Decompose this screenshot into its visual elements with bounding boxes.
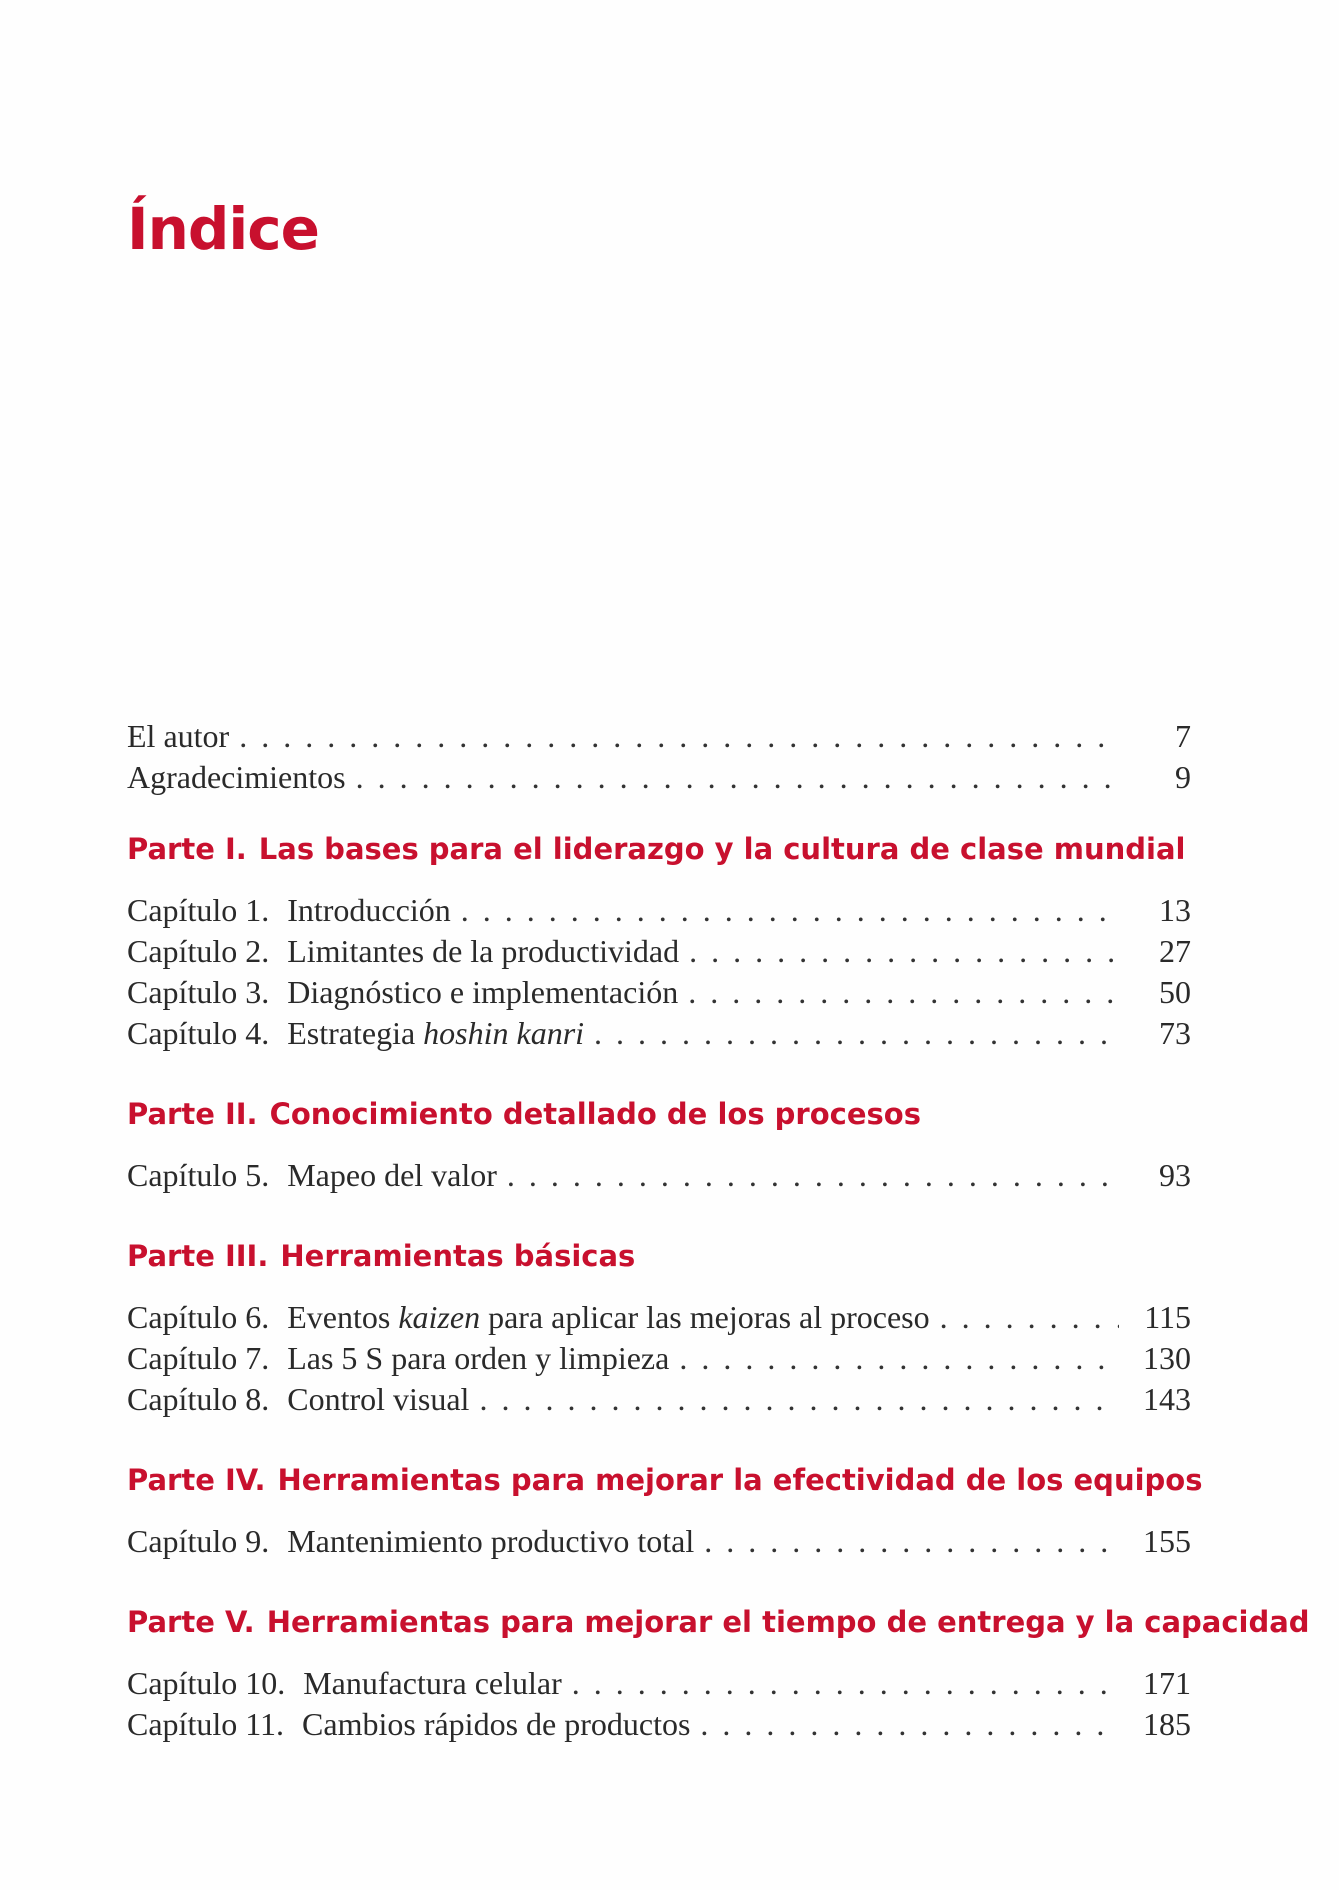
chapter-title: Mantenimiento productivo total xyxy=(287,1523,695,1559)
part-title: Herramientas básicas xyxy=(280,1239,636,1273)
part-number: Parte IV. xyxy=(127,1463,266,1497)
part-heading-2[interactable] xyxy=(127,1094,1191,1135)
dot-leader xyxy=(700,1704,1119,1745)
chapter-number: Capítulo 5. xyxy=(127,1157,270,1193)
toc-entry-chapter-2[interactable] xyxy=(127,931,1191,972)
part-heading-1[interactable] xyxy=(127,829,1191,870)
toc-page-number: 171 xyxy=(1143,1665,1191,1701)
part-title: Herramientas para mejorar la efectividad de los equipos xyxy=(277,1463,1203,1497)
chapter-number: Capítulo 6. xyxy=(127,1299,270,1335)
chapter-number: Capítulo 8. xyxy=(127,1381,270,1417)
toc-page-number: 155 xyxy=(1143,1523,1191,1559)
dot-leader xyxy=(356,757,1119,798)
toc-page-number: 13 xyxy=(1159,892,1191,928)
chapter-title: Diagnóstico e implementación xyxy=(287,974,679,1010)
toc-entry-chapter-10[interactable] xyxy=(127,1663,1191,1704)
toc-page-number: 9 xyxy=(1175,759,1191,795)
dot-leader xyxy=(572,1663,1119,1704)
part-heading-4[interactable] xyxy=(127,1460,1203,1501)
toc-entry-chapter-7[interactable] xyxy=(127,1338,1191,1379)
toc-page-number: 7 xyxy=(1175,718,1191,754)
toc-entry-acknowledgements[interactable] xyxy=(127,757,1191,798)
toc-page-number: 130 xyxy=(1143,1340,1191,1376)
part-number: Parte III. xyxy=(127,1239,269,1273)
toc-page-number: 115 xyxy=(1144,1299,1191,1335)
page-title: Índice xyxy=(127,195,319,263)
chapter-title: Cambios rápidos de productos xyxy=(302,1706,691,1742)
toc-entry-author[interactable] xyxy=(127,716,1191,757)
toc-page-number: 93 xyxy=(1159,1157,1191,1193)
part-number: Parte I. xyxy=(127,832,247,866)
dot-leader xyxy=(688,972,1119,1013)
chapter-title-prefix: Estrategia xyxy=(287,1015,424,1051)
dot-leader xyxy=(689,931,1119,972)
part-number: Parte II. xyxy=(127,1097,258,1131)
toc-entry-label: Agradecimientos xyxy=(127,759,346,795)
chapter-number: Capítulo 9. xyxy=(127,1523,270,1559)
chapter-number: Capítulo 11. xyxy=(127,1706,285,1742)
dot-leader xyxy=(594,1013,1119,1054)
chapter-title: Manufactura celular xyxy=(303,1665,562,1701)
chapter-number: Capítulo 3. xyxy=(127,974,270,1010)
chapter-title-suffix: para aplicar las mejoras al proceso xyxy=(480,1299,930,1335)
dot-leader xyxy=(239,716,1119,757)
chapter-number: Capítulo 4. xyxy=(127,1015,270,1051)
part-heading-5[interactable] xyxy=(127,1602,1310,1643)
part-number: Parte V. xyxy=(127,1605,255,1639)
toc-entry-chapter-11[interactable] xyxy=(127,1704,1191,1745)
toc-entry-chapter-3[interactable] xyxy=(127,972,1191,1013)
toc-entry-chapter-4[interactable] xyxy=(127,1013,1191,1054)
chapter-title-italic: hoshin kanri xyxy=(423,1015,585,1051)
chapter-title: Introducción xyxy=(287,892,451,928)
toc-page-number: 27 xyxy=(1159,933,1191,969)
dot-leader xyxy=(704,1521,1119,1562)
chapter-number: Capítulo 1. xyxy=(127,892,270,928)
dot-leader xyxy=(507,1155,1119,1196)
chapter-title: Control visual xyxy=(287,1381,470,1417)
table-of-contents xyxy=(127,716,1310,1745)
part-title: Las bases para el liderazgo y la cultura de clase mundial xyxy=(258,832,1186,866)
toc-entry-chapter-9[interactable] xyxy=(127,1521,1191,1562)
toc-entry-chapter-1[interactable] xyxy=(127,890,1191,931)
toc-page-number: 73 xyxy=(1159,1015,1191,1051)
chapter-number: Capítulo 10. xyxy=(127,1665,286,1701)
dot-leader xyxy=(679,1338,1119,1379)
dot-leader xyxy=(940,1297,1119,1338)
chapter-number: Capítulo 7. xyxy=(127,1340,270,1376)
dot-leader xyxy=(479,1379,1119,1420)
toc-entry-chapter-8[interactable] xyxy=(127,1379,1191,1420)
part-heading-3[interactable] xyxy=(127,1236,1191,1277)
chapter-number: Capítulo 2. xyxy=(127,933,270,969)
chapter-title: Mapeo del valor xyxy=(287,1157,497,1193)
toc-page-number: 143 xyxy=(1143,1381,1191,1417)
toc-page-number: 185 xyxy=(1143,1706,1191,1742)
chapter-title-italic: kaizen xyxy=(398,1299,481,1335)
toc-entry-chapter-6[interactable] xyxy=(127,1297,1191,1338)
toc-page-number: 50 xyxy=(1159,974,1191,1010)
toc-entry-chapter-5[interactable] xyxy=(127,1155,1191,1196)
chapter-title-prefix: Eventos xyxy=(287,1299,399,1335)
toc-entry-label: El autor xyxy=(127,718,230,754)
chapter-title: Las 5 S para orden y limpieza xyxy=(287,1340,670,1376)
part-title: Conocimiento detallado de los procesos xyxy=(269,1097,921,1131)
dot-leader xyxy=(461,890,1119,931)
part-title: Herramientas para mejorar el tiempo de entrega y la capacidad xyxy=(266,1605,1310,1639)
chapter-title: Limitantes de la productividad xyxy=(287,933,680,969)
